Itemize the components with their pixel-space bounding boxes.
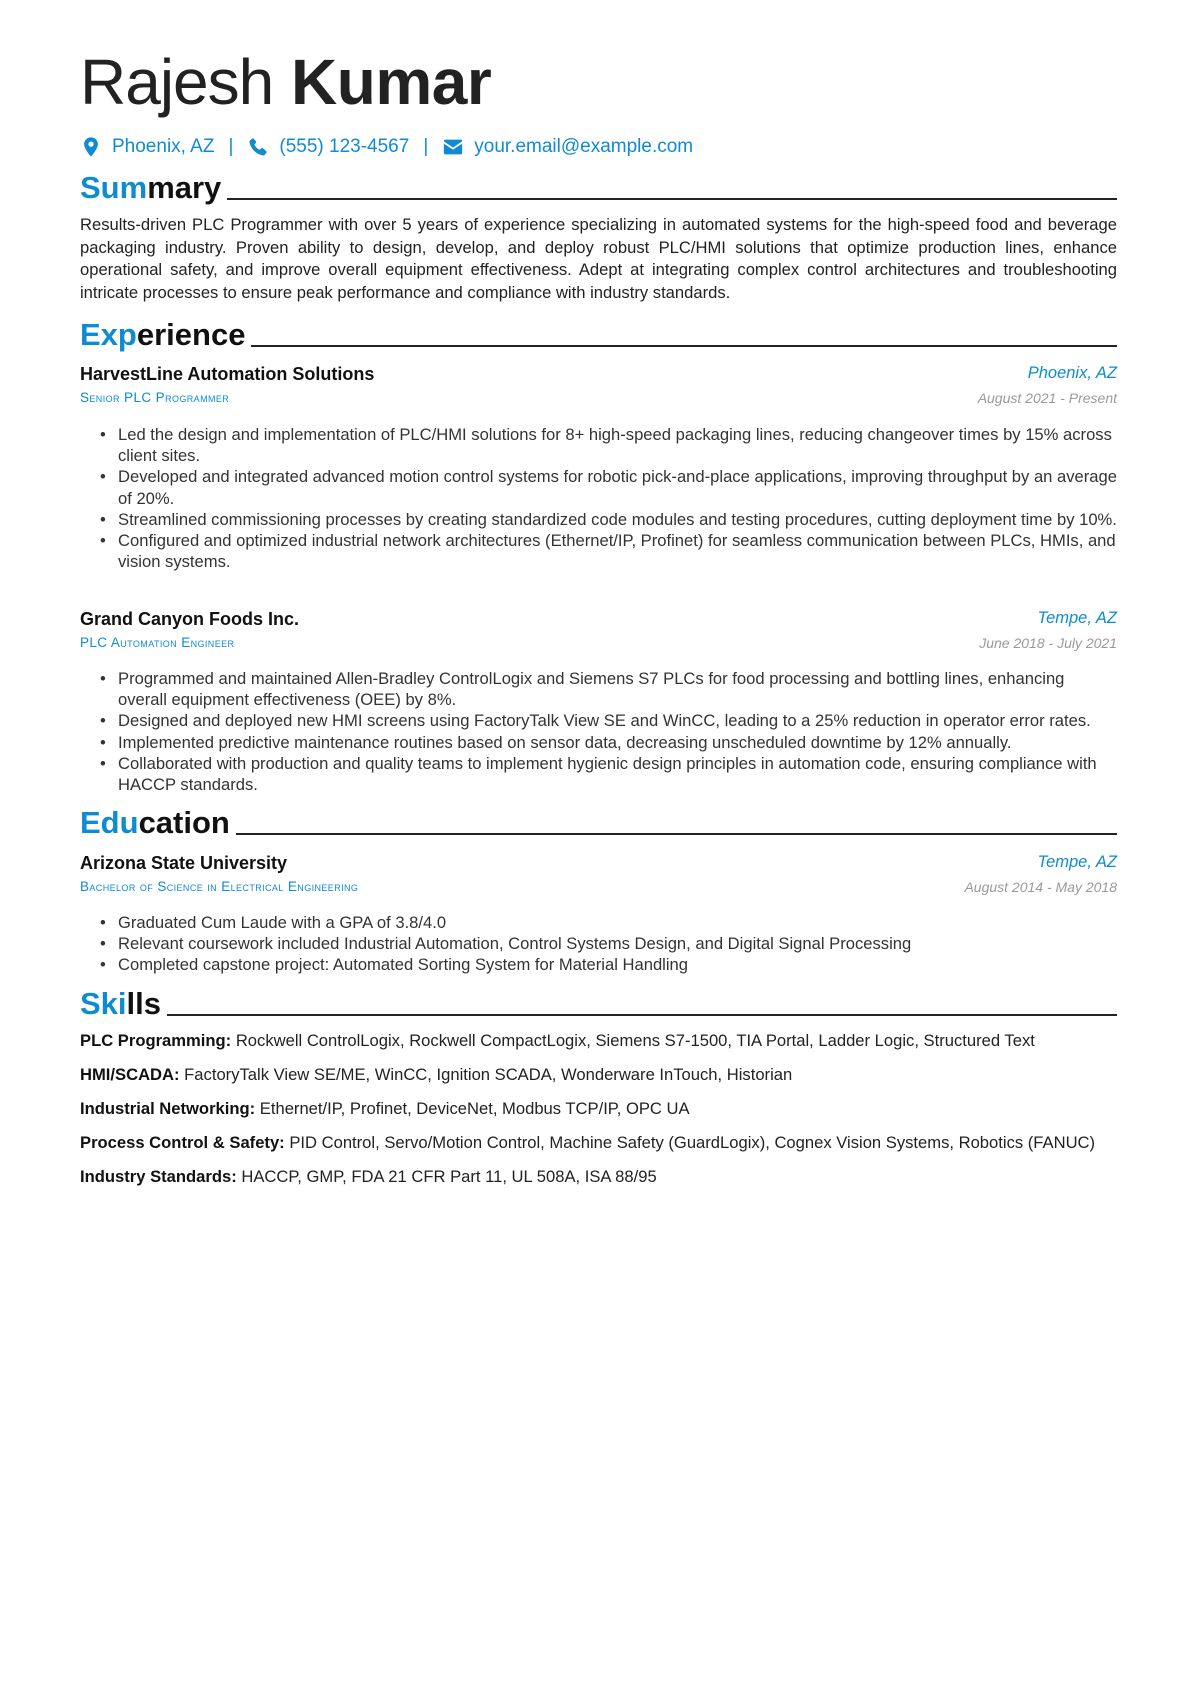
entry-location: Tempe, AZ bbox=[1037, 853, 1117, 871]
entry-location: Phoenix, AZ bbox=[1027, 364, 1117, 382]
section-rule bbox=[251, 345, 1117, 347]
skills-title bbox=[80, 984, 161, 1024]
entry-dates: August 2021 - Present bbox=[977, 390, 1117, 406]
entry-location: Tempe, AZ bbox=[1037, 609, 1117, 627]
title-accent: Edu bbox=[80, 805, 139, 840]
entry-organization: Arizona State University bbox=[80, 853, 288, 873]
entry-role: Bachelor of Science in Electrical Engineering bbox=[80, 879, 359, 894]
skill-line bbox=[80, 1166, 1117, 1188]
entry-bullets bbox=[100, 424, 1117, 572]
bullet-item: • Streamlined commissioning processes by creating standardized code modules and testing procedures, cutting deployment time by 10%. bbox=[100, 509, 1117, 530]
title-accent: Sum bbox=[80, 170, 148, 205]
skills-heading bbox=[80, 984, 1117, 1024]
entry-role: Senior PLC Programmer bbox=[80, 390, 230, 405]
bullet-item: • Designed and deployed new HMI screens using FactoryTalk View SE and WinCC, leading to a 25% reduction in operator error rates. bbox=[100, 710, 1117, 731]
title-rest: lls bbox=[126, 986, 161, 1021]
entry-bullets bbox=[100, 668, 1117, 795]
skill-line bbox=[80, 1132, 1117, 1154]
summary-title bbox=[80, 168, 221, 208]
bullet-item: • Led the design and implementation of PLC/HMI solutions for 8+ high-speed packaging lines, reducing changeover times by 15% across client sites. bbox=[100, 424, 1117, 466]
section-rule bbox=[227, 198, 1117, 200]
entry-organization: HarvestLine Automation Solutions bbox=[80, 364, 375, 384]
entry-dates: August 2014 - May 2018 bbox=[964, 879, 1117, 895]
skill-label: Process Control & Safety: bbox=[80, 1133, 285, 1152]
bullet-item: • Implemented predictive maintenance routines based on sensor data, decreasing unscheduled downtime by 12% annually. bbox=[100, 732, 1117, 753]
skill-line bbox=[80, 1098, 1117, 1120]
contact-separator: | bbox=[228, 136, 234, 157]
skill-value: FactoryTalk View SE/ME, WinCC, Ignition SCADA, Wonderware InTouch, Historian bbox=[179, 1065, 793, 1084]
bullet-item: • Relevant coursework included Industrial Automation, Control Systems Design, and Digital Signal Processing bbox=[100, 933, 1117, 954]
title-accent: Ski bbox=[80, 986, 127, 1021]
education-heading bbox=[80, 803, 1117, 843]
title-accent: Exp bbox=[80, 317, 137, 352]
email-text: your.email@example.com bbox=[474, 136, 694, 157]
candidate-name bbox=[80, 38, 491, 126]
first-name: Rajesh bbox=[80, 46, 274, 118]
skill-label: HMI/SCADA: bbox=[80, 1065, 180, 1084]
last-name: Kumar bbox=[291, 46, 492, 118]
skill-label: PLC Programming: bbox=[80, 1031, 232, 1050]
skill-value: HACCP, GMP, FDA 21 CFR Part 11, UL 508A, ISA 88/95 bbox=[236, 1167, 657, 1186]
skill-line bbox=[80, 1064, 1117, 1086]
entry-dates: June 2018 - July 2021 bbox=[979, 635, 1117, 651]
skill-label: Industry Standards: bbox=[80, 1167, 237, 1186]
contact-email[interactable] bbox=[442, 136, 693, 158]
bullet-item: • Developed and integrated advanced motion control systems for robotic pick-and-place applications, improving throughput by an average of 20%. bbox=[100, 466, 1117, 508]
bullet-item: • Graduated Cum Laude with a GPA of 3.8/4.0 bbox=[100, 912, 1117, 933]
experience-heading bbox=[80, 315, 1117, 355]
entry-role: PLC Automation Engineer bbox=[80, 635, 235, 650]
title-rest: cation bbox=[138, 805, 230, 840]
bullet-item: • Collaborated with production and quality teams to implement hygienic design principles in automation code, ensuring compliance with HACCP standards. bbox=[100, 753, 1117, 795]
phone-icon bbox=[247, 136, 269, 158]
skill-value: Ethernet/IP, Profinet, DeviceNet, Modbus TCP/IP, OPC UA bbox=[255, 1099, 690, 1118]
entry-bullets bbox=[100, 912, 1117, 976]
section-rule bbox=[236, 833, 1117, 835]
bullet-item: • Configured and optimized industrial network architectures (Ethernet/IP, Profinet) for seamless communication between PLCs, HMIs, and vision systems. bbox=[100, 530, 1117, 572]
contact-bar bbox=[80, 130, 693, 164]
bullet-item: • Programmed and maintained Allen-Bradley ControlLogix and Siemens S7 PLCs for food processing and bottling lines, enhancing overall equipment effectiveness (OEE) by 8%. bbox=[100, 668, 1117, 710]
envelope-icon bbox=[442, 136, 464, 158]
phone-text: (555) 123-4567 bbox=[279, 136, 410, 157]
summary-heading bbox=[80, 168, 1117, 208]
title-rest: erience bbox=[136, 317, 246, 352]
title-rest: mary bbox=[147, 170, 222, 205]
entry-organization: Grand Canyon Foods Inc. bbox=[80, 609, 300, 629]
skill-line bbox=[80, 1030, 1117, 1052]
contact-location bbox=[80, 136, 214, 158]
location-text: Phoenix, AZ bbox=[112, 136, 215, 157]
summary-text: Results-driven PLC Programmer with over 5 years of experience specializing in automated systems for the high-speed food and beverage packaging industry. Proven ability to design, develop, and deploy robust PLC/HMI solutions that optimize production lines, enhance operational safety, and improve overall equipment effectiveness. Adept at integrating complex control architectures and troubleshooting intricate processes to ensure peak performance and compliance with industry standards. bbox=[80, 215, 1117, 302]
contact-separator: | bbox=[423, 136, 429, 157]
map-marker-icon bbox=[80, 136, 102, 158]
bullet-item: • Completed capstone project: Automated Sorting System for Material Handling bbox=[100, 954, 1117, 975]
education-title bbox=[80, 803, 230, 843]
contact-phone[interactable] bbox=[247, 136, 409, 158]
section-rule bbox=[167, 1014, 1117, 1016]
skill-value: Rockwell ControlLogix, Rockwell CompactLogix, Siemens S7-1500, TIA Portal, Ladder Logic, Structured Text bbox=[231, 1031, 1035, 1050]
skill-label: Industrial Networking: bbox=[80, 1099, 256, 1118]
experience-title bbox=[80, 315, 245, 355]
skill-value: PID Control, Servo/Motion Control, Machine Safety (GuardLogix), Cognex Vision Systems, Robotics (FANUC) bbox=[284, 1133, 1096, 1152]
